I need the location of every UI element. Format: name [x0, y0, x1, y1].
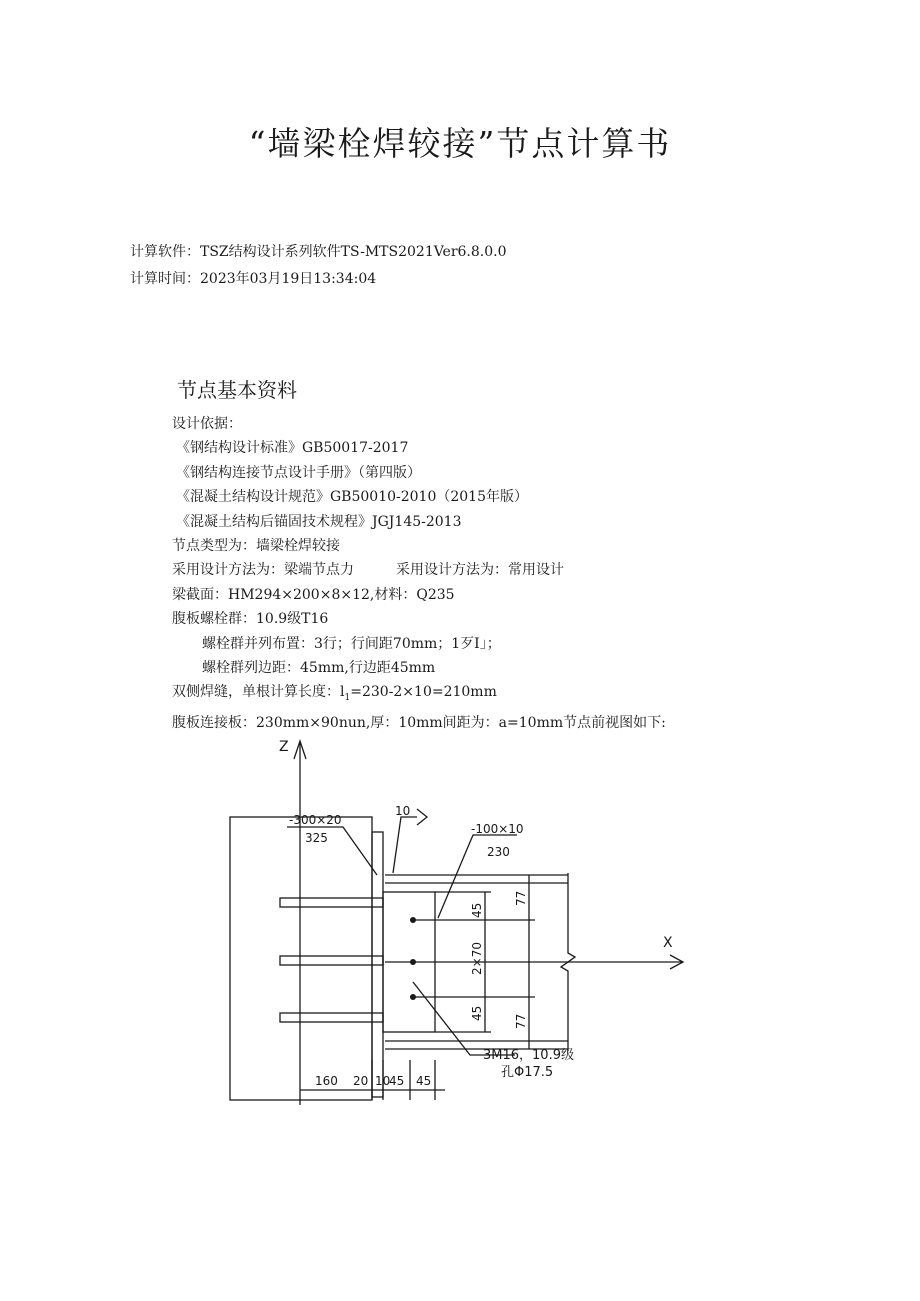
plate-length-label: 230 — [487, 845, 510, 859]
dim-45a: 45 — [389, 1074, 405, 1088]
dim-160: 160 — [315, 1074, 338, 1088]
dim-2x70: 2×70 — [470, 942, 484, 975]
bolt-edge: 螺栓群列边距：45mm,行边距45mm — [202, 660, 436, 677]
time-line: 计算时间：2023年03月19日13:34:04 — [130, 271, 377, 287]
bolt-group: 腹板螺栓群：10.9级T16 — [172, 611, 329, 628]
beam-section: 梁截面：HM294×200×8×12,材料：Q235 — [172, 586, 455, 603]
page-title: “墙梁栓焊较接”节点计算书 — [248, 124, 672, 163]
node-type: 节点类型为：墙梁栓焊较接 — [172, 538, 340, 555]
bolt-leader — [413, 982, 515, 1055]
bolt-layout: 螺栓群并列布置：3行；行间距70mm；1歹I」； — [202, 635, 501, 652]
dim-45-top: 45 — [470, 902, 484, 918]
bolt-spec-label: 3M16，10.9级 — [483, 1048, 574, 1063]
section-title: 节点基本资料 — [177, 378, 297, 402]
dim-45-bot: 45 — [470, 1005, 484, 1021]
dim-77-bot: 77 — [514, 1013, 528, 1029]
anchor-bar — [280, 956, 383, 965]
basis-item: 《混凝土结构后锚固技术规程》JGJ145-2013 — [176, 513, 462, 530]
weld-symbol-icon — [417, 809, 427, 825]
weld-line: 双侧焊缝，单根计算长度：$l_1=230-2\times 10=210mm$ — [172, 684, 497, 704]
method-line — [172, 558, 666, 582]
basic-info-block — [172, 412, 666, 735]
anchor-bar — [280, 898, 383, 907]
basis-item: 《混凝土结构设计规范》GB50010-2010（2015年版） — [176, 489, 528, 506]
anchor-bar — [280, 1013, 383, 1022]
weld-leader — [393, 817, 417, 873]
weld-size-label: 10 — [395, 804, 411, 818]
hole-spec-label: 孔Φ17.5 — [501, 1065, 554, 1080]
conn-plate-label: -100×10 — [471, 822, 524, 836]
basis-label: 设计依据： — [172, 416, 242, 432]
bolt-hole-icon — [410, 917, 416, 923]
embed-length-label: 325 — [305, 831, 328, 845]
x-axis-label: X — [663, 935, 673, 951]
embed-plate-label: -300×20 — [289, 813, 342, 827]
dim-77-top: 77 — [514, 890, 528, 906]
basis-item: 《钢结构连接节点设计手册》（第四版） — [176, 464, 421, 481]
plate-line: 腹板连接板：230mm×90nun,厚：10mm间距为：a=10mm节点前视图如下: — [172, 714, 666, 731]
dim-10: 10 — [375, 1074, 391, 1088]
method-a: 采用设计方法为：梁端节点力 — [172, 562, 354, 579]
bolt-hole-icon — [410, 994, 416, 1000]
bolt-hole-icon — [410, 959, 416, 965]
z-axis-label: Z — [279, 739, 289, 755]
dim-45b: 45 — [416, 1074, 432, 1088]
basis-item: 《钢结构设计标准》GB50017-2017 — [176, 440, 409, 457]
dim-20: 20 — [353, 1074, 369, 1088]
method-b: 采用设计方法为：常用设计 — [396, 562, 564, 579]
software-line: 计算软件：TSZ结构设计系列软件TS-MTS2021Ver6.8.0.0 — [130, 244, 507, 260]
node-front-view-drawing — [225, 735, 695, 1110]
wall-outline — [230, 817, 372, 1100]
